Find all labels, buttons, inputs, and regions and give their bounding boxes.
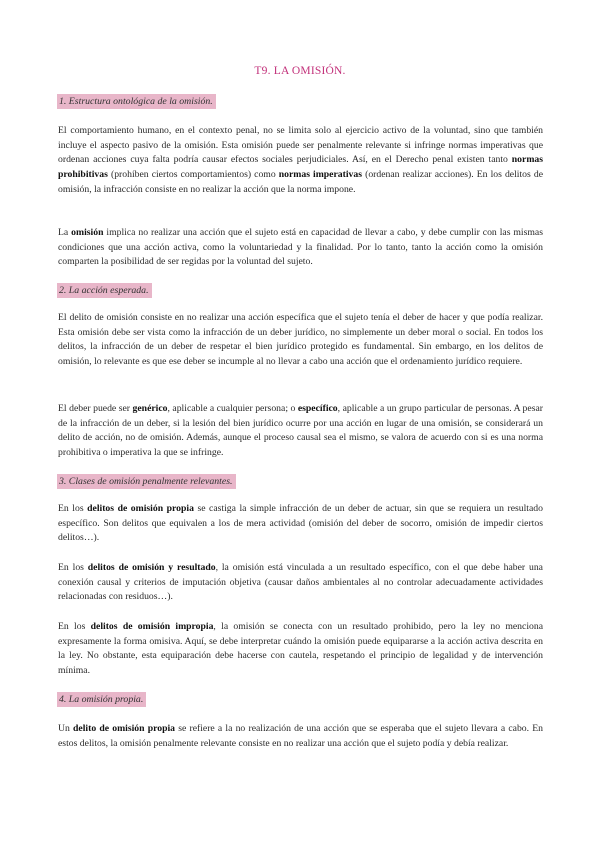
- document-title: T9. LA OMISIÓN.: [254, 65, 346, 77]
- bold-term: genérico: [132, 403, 168, 414]
- bold-term: específico: [297, 403, 338, 414]
- section-heading-4: 4. La omisión propia.: [57, 692, 146, 707]
- section-heading-3: 3. Clases de omisión penalmente relevantes.: [57, 474, 236, 489]
- text-run: En los: [58, 562, 88, 573]
- text-run: La: [58, 227, 72, 238]
- paragraph: [58, 124, 543, 198]
- text-run: , aplicable a un grupo particular de personas. A pesar de la infracción de un deber, si la lesión del bien jurídico ocurre por una acción en lugar de una omisión, se considerará un delito de acción, no de omisión. Además, aunque el proceso causal sea el mismo, se valora de acuerdo con si es una norma prohibitiva o imperativa la que se infringe.: [58, 403, 543, 459]
- text-run: , la omisión está vinculada a un resultado específico, con el que debe haber una conexión causal y criterios de imputación objetiva (causar daños ambientales al no controlar adecuadamente actividades relacionadas con residuos…).: [58, 562, 543, 603]
- bold-term: delito de omisión propia: [73, 723, 176, 734]
- bold-term: delitos de omisión y resultado: [87, 562, 216, 573]
- paragraph: [58, 502, 543, 546]
- paragraph: [58, 620, 543, 679]
- bold-term: delitos de omisión propia: [87, 503, 194, 514]
- text-run: se refiere a la no realización de una acción que se esperaba que el sujeto llevara a cabo. En estos delitos, la omisión penalmente relevante consiste en no realizar una acción que el sujeto podía y debía realizar.: [58, 723, 543, 749]
- text-run: El comportamiento humano, en el contexto penal, no se limita solo al ejercicio activo de la voluntad, sino que también incluye el aspecto pasivo de la omisión. Esta omisión puede ser penalmente relevante si infringe normas imperativas que ordenan acciones cuya falta podría causar efectos sociales perjudiciales. Así, en el Derecho penal existen tanto: [58, 125, 543, 166]
- text-run: En los: [58, 621, 91, 632]
- text-run: El delito de omisión consiste en no realizar una acción específica que el sujeto tenía el deber de hacer y que podía realizar. Esta omisión debe ser vista como la infracción de un deber jurídico, no simplemente un deber moral o social. En todos los delitos, la infracción de un deber de respetar el bien jurídico protegido es fundamental. Sin embargo, en los delitos de omisión, lo relevante es que ese deber se incumple al no llevar a cabo una acción que el ordenamiento jurídico requiere.: [58, 312, 543, 368]
- text-run: (prohíben ciertos comportamientos) como: [107, 169, 279, 181]
- bold-term: omisión: [71, 227, 104, 238]
- paragraph: [58, 311, 543, 370]
- paragraph: [58, 226, 543, 270]
- paragraph: [58, 561, 543, 605]
- text-run: , la omisión se conecta con un resultado prohibido, pero la ley no menciona expresamente la forma omisiva. Aquí, se debe interpretar cuándo la omisión puede equipararse a la acción activa descrita en la ley. No obstante, esta equiparación debe hacerse con cautela, respetando el principio de legalidad y de intervención mínima.: [58, 621, 543, 677]
- bold-term: normas imperativas: [278, 169, 363, 181]
- text-run: , aplicable a cualquier persona; o: [167, 403, 298, 414]
- text-run: implica no realizar una acción que el sujeto está en capacidad de llevar a cabo, y debe cumplir con las mismas condiciones que una acción activa, como la voluntariedad y la finalidad. Por lo tanto, tanto la acción como la omisión comparten la posibilidad de ser regidas por la voluntad del sujeto.: [58, 227, 543, 268]
- bold-term: delitos de omisión impropia: [90, 621, 214, 632]
- text-run: El deber puede ser: [58, 403, 133, 414]
- text-run: En los: [58, 503, 88, 514]
- text-run: Un: [58, 723, 74, 734]
- section-heading-2: 2. La acción esperada.: [57, 283, 152, 298]
- text-run: (ordenan realizar acciones). En los delitos de omisión, la infracción consiste en no realizar la acción que la norma impone.: [58, 169, 544, 195]
- bold-term: normas prohibitivas: [58, 154, 543, 181]
- paragraph: [58, 402, 543, 461]
- paragraph: [58, 722, 543, 751]
- section-heading-1: 1. Estructura ontológica de la omisión.: [57, 94, 216, 109]
- text-run: se castiga la simple infracción de un deber de actuar, sin que se requiera un resultado específico. Son delitos que equivalen a los de mera actividad (omisión del deber de socorro, omisión de impedir ciertos delitos…).: [58, 503, 543, 544]
